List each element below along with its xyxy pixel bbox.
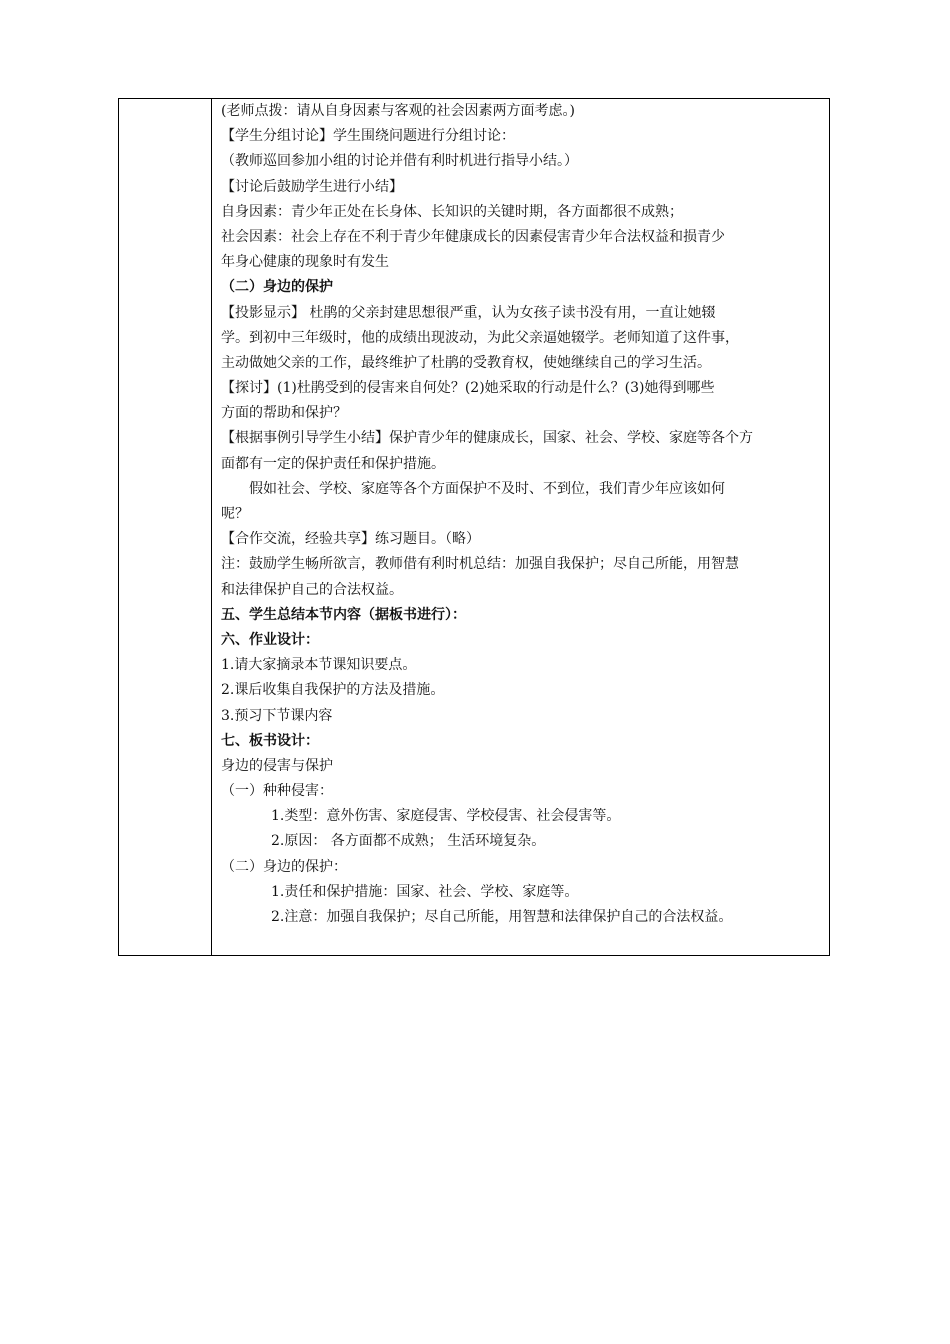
summary-heading-line: 【讨论后鼓励学生进行小结】 [221, 178, 403, 195]
case-summary-line: 【根据事例引导学生小结】保护青少年的健康成长，国家、社会、学校、家庭等各个方 [221, 430, 753, 447]
projection-case-line-2: 学。到初中三年级时，他的成绩出现波动，为此父亲逼她辍学。老师知道了这件事， [221, 329, 739, 346]
section-heading-protection: （二）身边的保护 [221, 279, 333, 296]
homework-item-1: 1.请大家摘录本节课知识要点。 [221, 657, 417, 674]
table-content-column [212, 99, 829, 955]
social-factor-line-cont: 年身心健康的现象时有发生 [221, 254, 389, 271]
board-part-two: （二）身边的保护： [221, 858, 347, 875]
board-part-two-item-1: 1.责任和保护措施：国家、社会、学校、家庭等。 [271, 883, 579, 900]
hypothetical-question-line: 假如社会、学校、家庭等各个方面保护不及时、不到位，我们青少年应该如何 [249, 480, 725, 497]
section-five-heading: 五、学生总结本节内容（据板书进行）： [221, 606, 466, 623]
teacher-guidance-line: （教师巡回参加小组的讨论并借有利时机进行指导小结。） [221, 153, 578, 170]
social-factor-line: 社会因素：社会上存在不利于青少年健康成长的因素侵害青少年合法权益和损青少 [221, 228, 725, 245]
note-line-2: 和法律保护自己的合法权益。 [221, 581, 403, 598]
board-part-one: （一）种种侵害： [221, 783, 333, 800]
homework-item-2: 2.课后收集自我保护的方法及措施。 [221, 682, 445, 699]
teacher-hint-line: (老师点拨：请从自身因素与客观的社会因素两方面考虑。) [221, 103, 575, 119]
exploration-line: 【探讨】(1)杜鹃受到的侵害来自何处？(2)她采取的行动是什么？(3)她得到哪些 [221, 380, 715, 397]
section-seven-heading: 七、板书设计： [221, 732, 319, 749]
case-summary-line-2: 面都有一定的保护责任和保护措施。 [221, 455, 445, 472]
projection-case-line-3: 主动做她父亲的工作，最终维护了杜鹃的受教育权，使她继续自己的学习生活。 [221, 354, 711, 371]
board-title: 身边的侵害与保护 [221, 757, 333, 774]
cooperation-exchange-line: 【合作交流，经验共享】练习题目。（略） [221, 531, 480, 548]
homework-item-3: 3.预习下节课内容 [221, 707, 333, 724]
section-six-heading: 六、作业设计： [221, 631, 319, 648]
group-discussion-line: 【学生分组讨论】学生围绕问题进行分组讨论： [221, 128, 515, 145]
hypothetical-question-line-2: 呢？ [221, 506, 249, 522]
board-part-one-item-1: 1.类型：意外伤害、家庭侵害、学校侵害、社会侵害等。 [271, 808, 621, 825]
board-part-two-item-2: 2.注意：加强自我保护；尽自己所能，用智慧和法律保护自己的合法权益。 [271, 909, 733, 925]
board-part-one-item-2: 2.原因： 各方面都不成熟； 生活环境复杂。 [271, 833, 546, 850]
exploration-line-2: 方面的帮助和保护？ [221, 405, 347, 422]
self-factor-line: 自身因素：青少年正处在长身体、长知识的关键时期，各方面都很不成熟； [221, 203, 683, 220]
lesson-plan-table [118, 98, 830, 956]
note-line: 注：鼓励学生畅所欲言，教师借有利时机总结：加强自我保护；尽自己所能，用智慧 [221, 556, 739, 573]
table-left-column [119, 99, 212, 955]
projection-case-line: 【投影显示】 杜鹃的父亲封建思想很严重，认为女孩子读书没有用，一直让她辍 [221, 304, 716, 321]
